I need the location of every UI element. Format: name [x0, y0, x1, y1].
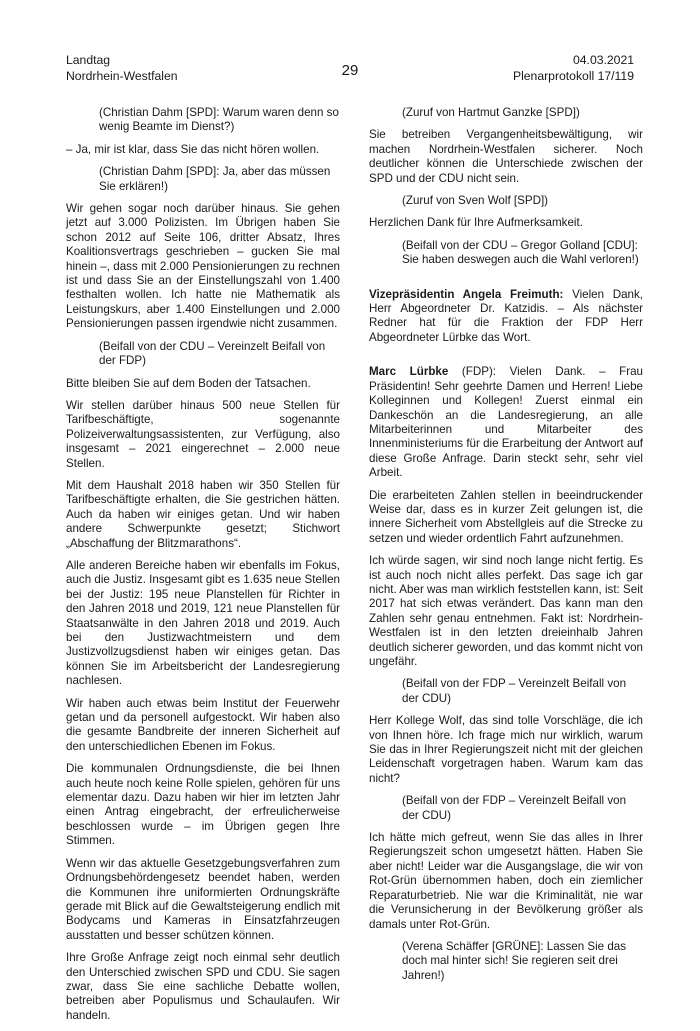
applause-note: (Beifall von der CDU – Gregor Golland [CDU]: Sie haben deswegen auch die Wahl verloren!)	[402, 238, 639, 267]
paragraph: Die erarbeiteten Zahlen stellen in beeindruckender Weise dar, dass es in kurzer Zeit gelungen ist, die innere Sicherheit vom Abstellgleis auf die Strecke zu setzen und wieder ordentlich Fahrt aufzunehmen.	[369, 488, 643, 545]
interjection: (Christian Dahm [SPD]: Ja, aber das müssen Sie erklären!)	[99, 165, 331, 193]
applause-note: (Beifall von der FDP – Vereinzelt Beifall von der CDU)	[402, 794, 627, 822]
page-header-right	[513, 52, 634, 84]
paragraph: Wir gehen sogar noch darüber hinaus. Sie gehen jetzt auf 3.000 Polizisten. Im Übrigen haben Sie schon 2012 auf Seite 106, dritter Absatz, Ihres Koalitionsvertrags geschrieben – gucken Sie mal hinein –, dass mit 2.000 Pensionierungen zu rechnen ist und dass Sie an der Einstellungszahl von 1.400 festhalten wollen. Ich hatte nie Mathematik als Leistungskurs, aber 1.400 Einstellungen und 2.000 Pensionierungen passen irgendwie nicht zusammen.	[66, 202, 340, 331]
header-parliament: Landtag	[66, 53, 111, 67]
speaker-name: Vizepräsidentin Angela Freimuth:	[369, 287, 564, 301]
paragraph: Ich hätte mich gefreut, wenn Sie das alles in Ihrer Regierungszeit schon umgesetzt hätten. Haben Sie aber nicht! Leider war die Ausgangslage, die wir von Rot-Grün übernommen haben, doch ein ziemlicher Reparaturbetrieb. Nie war die Kriminalität, nie war die Verunsicherung in der Bevölkerung größer als damals unter Rot-Grün.	[369, 831, 643, 931]
paragraph: Sie betreiben Vergangenheitsbewältigung, wir machen Nordrhein-Westfalen sicherer. Noch deutlicher können die Unterschiede zwischen der SPD und der CDU nicht sein.	[369, 128, 643, 185]
header-protocol: Plenarprotokoll 17/119	[512, 69, 634, 83]
interjection: (Christian Dahm [SPD]: Warum waren denn so wenig Beamte im Dienst?)	[99, 106, 339, 134]
paragraph: Ich würde sagen, wir sind noch lange nicht fertig. Es ist auch noch nicht alles perfekt. Das sage ich gar nicht. Aber was man wirklich feststellen kann, ist: Seit 2017 hat sich etwas verändert. Das kann man den Zahlen sehr genau entnehmen. Fakt ist: Nordrhein-Westfalen ist in den letzten dreieinhalb Jahren deutlich sicherer geworden, und das kommt nicht von ungefähr.	[369, 554, 643, 668]
applause-note: (Beifall von der CDU – Vereinzelt Beifall von der FDP)	[99, 339, 326, 368]
interjection: (Verena Schäffer [GRÜNE]: Lassen Sie das doch mal hinter sich! Sie regieren seit drei Jahren!)	[402, 939, 627, 982]
speech-text: Vielen Dank, Herr Abgeordneter Dr. Katzidis. – Als nächster Redner hat für die Fraktion der FDP Herr Abgeordneter Lürbke das Wort.	[369, 287, 643, 344]
paragraph: Alle anderen Bereiche haben wir ebenfalls im Fokus, auch die Justiz. Insgesamt gibt es 1.635 neue Stellen bei der Justiz: 195 neue Planstellen für Richter in den Jahren 2018 und 2019, 121 neue Planstellen für Staatsanwälte in den Jahren 2018 und 2019. Auch bei den Justizwachtmeistern und dem Justizvollzugsdienst haben wir einiges getan. Das können Sie im Arbeitsbericht der Landesregierung nachlesen.	[66, 558, 340, 688]
speaker-party: (FDP):	[448, 365, 510, 379]
paragraph: Die kommunalen Ordnungsdienste, die bei Ihnen auch heute noch keine Rolle spielen, gehören für uns elementar dazu. Dazu haben wir hier im letzten Jahr einen Antrag eingebracht, der erfreulicherweise beschlossen wurde – im Übrigen gegen Ihre Stimmen.	[66, 762, 340, 848]
interjection: (Zuruf von Sven Wolf [SPD])	[402, 194, 549, 208]
speaker-paragraph	[369, 365, 643, 480]
paragraph: Wenn wir das aktuelle Gesetzgebungsverfahren zum Ordnungsbehördengesetz beendet haben, werden die Kommunen ihre uniformierten Ordnungskräfte gerade mit Blick auf die Gewaltsteigerung endlich mit Bodycams und Kameras in Einsatzfahrzeugen ausstatten und besser schützen können.	[66, 856, 340, 942]
paragraph: Herzlichen Dank für Ihre Aufmerksamkeit.	[369, 216, 583, 230]
speaker-name: Marc Lürbke	[369, 365, 449, 379]
page-number: 29	[341, 62, 359, 79]
paragraph: – Ja, mir ist klar, dass Sie das nicht hören wollen.	[66, 142, 320, 156]
speaker-paragraph	[369, 288, 643, 346]
applause-note: (Beifall von der FDP – Vereinzelt Beifall von der CDU)	[402, 677, 627, 705]
paragraph: Herr Kollege Wolf, das sind tolle Vorschläge, die ich von Ihnen höre. Ich frage mich nur wirklich, warum Sie das in Ihrer Regierungszeit nicht mit der gleichen Leidenschaft vorgetragen haben. Warum kam das nicht?	[369, 714, 643, 785]
paragraph: Bitte bleiben Sie auf dem Boden der Tatsachen.	[66, 376, 311, 390]
paragraph: Ihre Große Anfrage zeigt noch einmal sehr deutlich den Unterschied zwischen SPD und CDU. Sie sagen zwar, dass Sie eine sachliche Debatte wollen, betreiben aber Populismus und Schaulaufen. Wir handeln.	[66, 951, 340, 1022]
header-date: 04.03.2021	[573, 53, 634, 67]
paragraph: Mit dem Haushalt 2018 haben wir 350 Stellen für Tarifbeschäftigte erhalten, die Sie gestrichen hätten. Auch da haben wir einiges getan. Und wir haben andere Schwerpunkte gesetzt; Stichwort „Abschaffung der Blitzmarathons“.	[66, 478, 340, 550]
left-column	[66, 106, 340, 1031]
speech-text: Vielen Dank. – Frau Präsidentin! Sehr geehrte Damen und Herren! Liebe Kolleginnen und Kollegen! Zuerst einmal ein Dankeschön an die Landesregierung, an alle Mitarbeiterinnen und Mitarbeiter des Innenministeriums für die Erarbeitung der Antwort auf diese Große Anfrage. Darin steckt sehr, sehr viel Arbeit.	[369, 365, 643, 480]
paragraph: Wir haben auch etwas beim Institut der Feuerwehr getan und da personell aufgestockt. Wir haben also die gesamte Bandbreite der inneren Sicherheit auf den unterschiedlichen Ebenen im Fokus.	[66, 696, 340, 753]
header-state: Nordrhein-Westfalen	[66, 69, 178, 83]
right-column	[369, 106, 643, 991]
paragraph: Wir stellen darüber hinaus 500 neue Stellen für Tarifbeschäftigte, sogenannte Polizeiverwaltungsassistenten, zur Verfügung, also insgesamt – 2021 eingerechnet – 2.000 neue Stellen.	[66, 398, 340, 470]
interjection: (Zuruf von Hartmut Ganzke [SPD])	[402, 106, 580, 119]
